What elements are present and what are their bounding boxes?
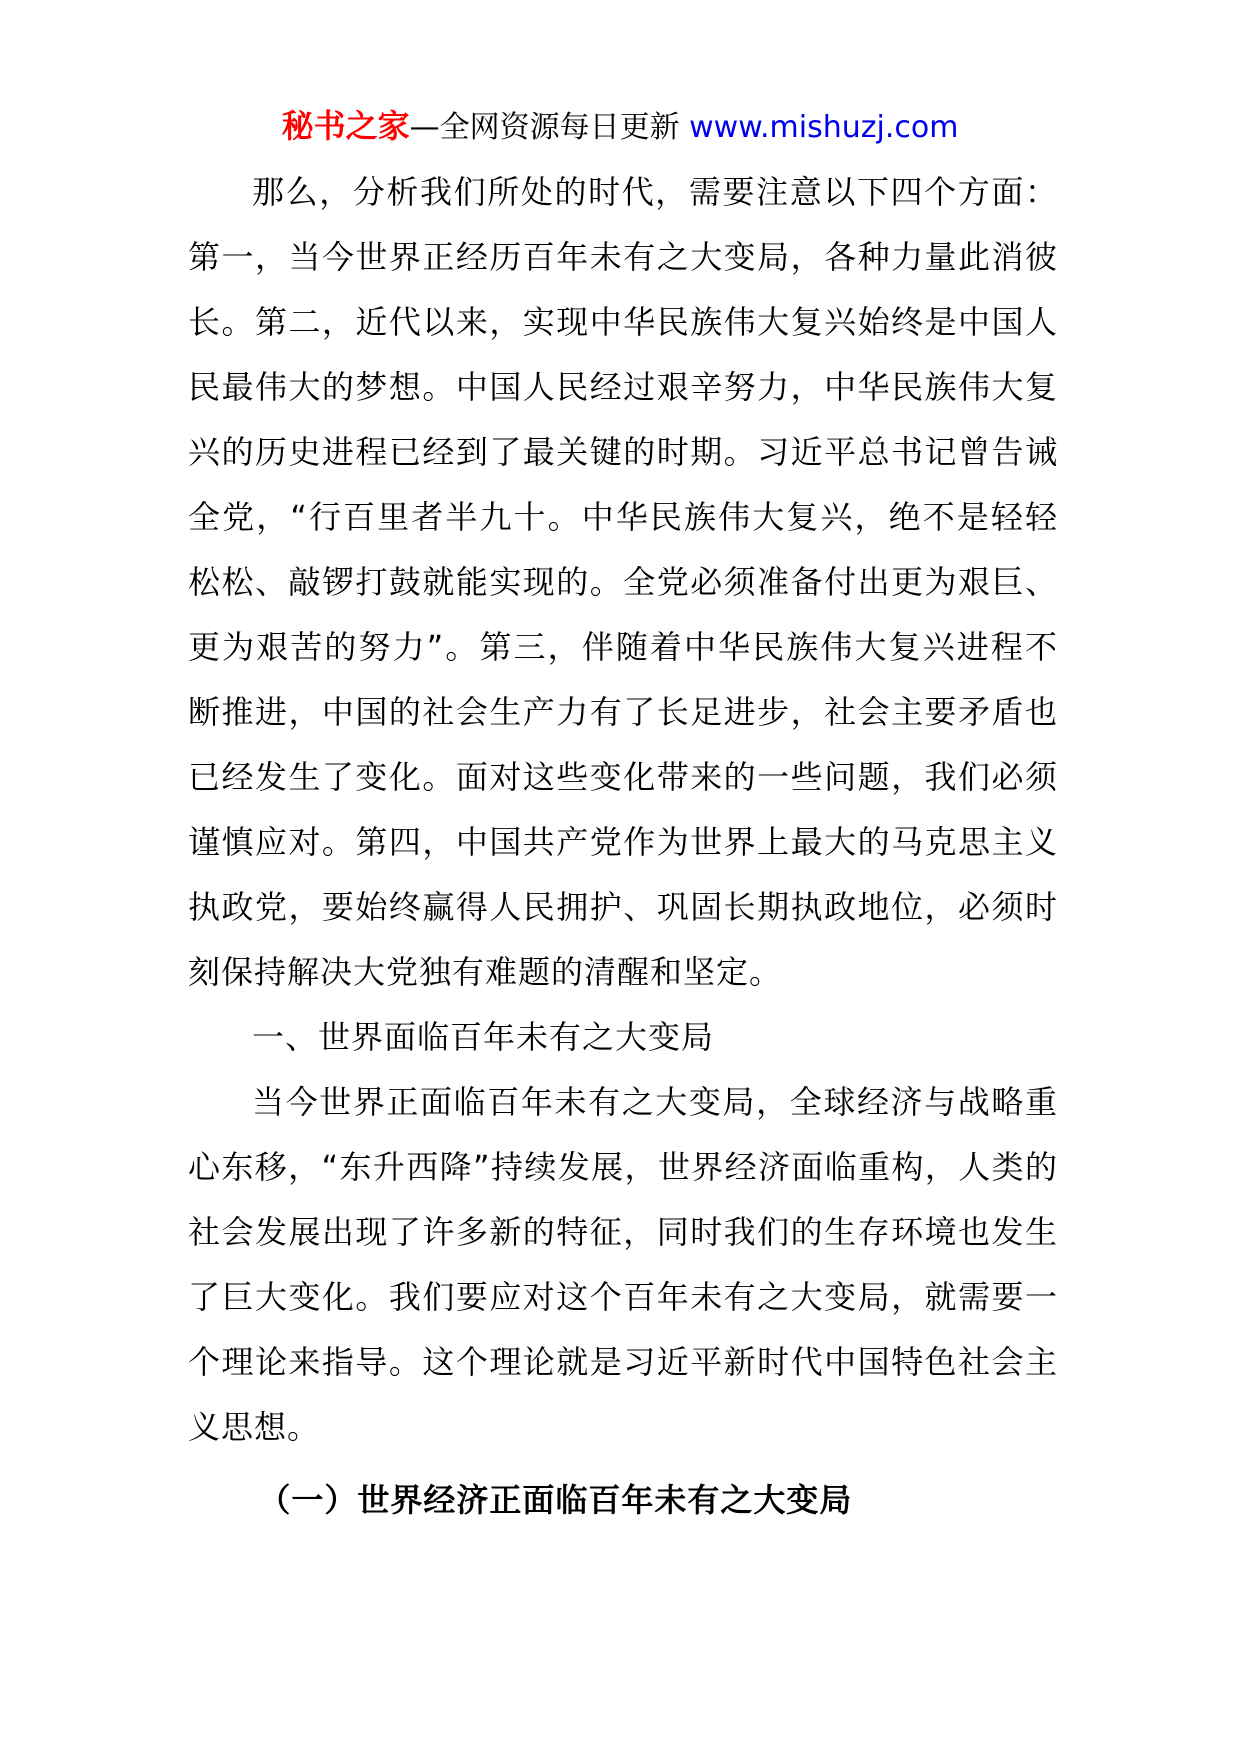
brand-name: 秘书之家 [281,107,410,145]
body-paragraph: 那么，分析我们所处的时代，需要注意以下四个方面：第一，当今世界正经历百年未有之大变局，各种力量此消彼长。第二，近代以来，实现中华民族伟大复兴始终是中国人民最伟大的梦想。中国人民经过艰辛努力，中华民族伟大复兴的历史进程已经到了最关键的时期。习近平总书记曾告诫全党，“行百里者半九十。中华民族伟大复兴，绝不是轻轻松松、敲锣打鼓就能实现的。全党必须准备付出更为艰巨、更为艰苦的努力”。第三，伴随着中华民族伟大复兴进程不断推进，中国的社会生产力有了长足进步，社会主要矛盾也已经发生了变化。面对这些变化带来的一些问题，我们必须谨慎应对。第四，中国共产党作为世界上最大的马克思主义执政党，要始终赢得人民拥护、巩固长期执政地位，必须时刻保持解决大党独有难题的清醒和坚定。 [188,173,1058,991]
section-heading: 一、世界面临百年未有之大变局 [252,1018,715,1056]
body-paragraph: 当今世界正面临百年未有之大变局，全球经济与战略重心东移，“东升西降”持续发展，世界经济面临重构，人类的社会发展出现了许多新的特征，同时我们的生存环境也发生了巨大变化。我们要应对这个百年未有之大变局，就需要一个理论来指导。这个理论就是习近平新时代中国特色社会主义思想。 [188,1083,1058,1446]
subsection-heading: （一）世界经济正面临百年未有之大变局 [258,1481,853,1519]
site-url-link[interactable]: www.mishuzj.com [689,110,959,145]
document-body [188,160,1058,1533]
header-tagline: —全网资源每日更新 [409,110,680,145]
page-header [0,104,1240,150]
